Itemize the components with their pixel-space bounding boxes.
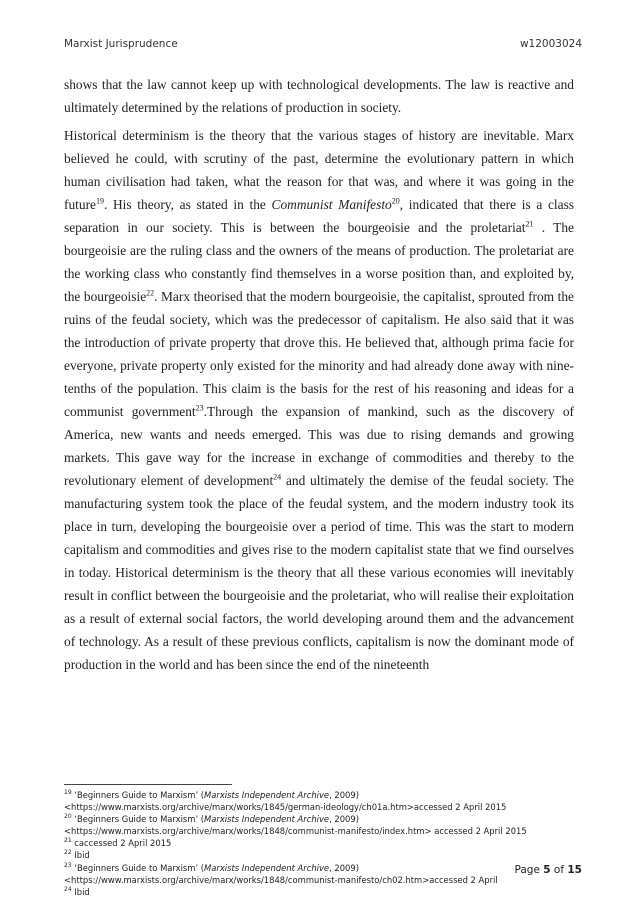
footnote-23-number: 23 (64, 861, 72, 869)
footnote-23 (64, 862, 584, 874)
header-student-id: w12003024 (519, 38, 582, 50)
footnote-20 (64, 813, 584, 825)
footnote-ref-22[interactable]: 22 (146, 288, 155, 298)
p2-text-6: .Through the expansion of mankind, such as the discovery of America, new wants and needs emerged. This was due to rising demands and growing markets. This gave way for the increase in exchange of commodities and thereby to the revolutionary element of development (64, 404, 574, 488)
communist-manifesto-title: Communist Manifesto (271, 197, 392, 212)
page-number (515, 864, 583, 876)
footnote-23-url[interactable]: <https://www.marxists.org/archive/marx/works/1848/communist-manifesto/ch02.htm>accessed 2 April (64, 874, 498, 885)
footnote-22-text: Ibid (71, 850, 90, 861)
p2-text-1: Historical determinism is the theory that the various stages of history are inevitable. Marx believed he could, with scrutiny of the past, determine the evolutionary pattern in which human civilisation had taken, what the reason for that was, and where it was going in the future (64, 128, 574, 212)
paragraph-2 (64, 124, 574, 676)
p2-text-7: and ultimately the demise of the feudal society. The manufacturing system took the place of the feudal system, and the modern industry took its place in turn, developing the bourgeoisie over a period of time. This was the start to modern capitalism and commodities and gives rise to the modern capitalist state that we find ourselves in today. Historical determinism is the theory that all these various economies will inevitably result in conflict between the bourgeoisie and the proletariat, who will realise their exploitation as a result of external social factors, the world developing around them and the advancement of technology. As a result of these previous conflicts, capitalism is now the dominant mode of production in the world and has been since the end of the nineteenth (64, 473, 575, 672)
p2-text-3: , indicated that there is a class separation in our society. This is between the bourgeoisie and the proletariat (64, 197, 574, 235)
p2-text-5: . Marx theorised that the modern bourgeoisie, the capitalist, sprouted from the ruins of the feudal society, which was the predecessor of capitalism. He also said that it was the introduction of private property that drove this. He believed that, although prima facie for everyone, private property only existed for the minority and had already done away with nine-tenths of the population. This claim is the basis for the rest of his reasoning and ideas for a communist government (64, 289, 574, 419)
footnote-23-year: , 2009) (329, 862, 359, 873)
footnote-24-number: 24 (64, 885, 72, 893)
footnote-20-url[interactable]: <https://www.marxists.org/archive/marx/works/1848/communist-manifesto/index.htm> accessed 2 April 2015 (64, 826, 527, 837)
footnote-20-source: Marxists Independent Archive (204, 814, 330, 825)
footnote-22-number: 22 (64, 849, 72, 857)
footnote-19-title: ‘Beginners Guide to Marxism’ ( (71, 790, 205, 800)
footnote-23-source: Marxists Independent Archive (204, 862, 330, 873)
footnote-21-number: 21 (64, 837, 72, 845)
footnote-separator (64, 784, 232, 785)
footnote-21 (64, 837, 584, 849)
total-pages: 15 (567, 864, 582, 876)
footnote-ref-20[interactable]: 20 (391, 196, 400, 206)
footnote-22 (64, 849, 584, 861)
footnote-19-number: 19 (64, 789, 72, 797)
footnotes (64, 789, 584, 898)
footnote-ref-21[interactable]: 21 (525, 219, 534, 229)
footnote-ref-24[interactable]: 24 (273, 472, 282, 482)
footnote-24-text: Ibid (71, 886, 90, 897)
footnote-19-year: , 2009) (329, 790, 359, 800)
footnote-19-source: Marxists Independent Archive (204, 790, 330, 800)
current-page: 5 (543, 864, 551, 876)
footnote-19 (64, 789, 584, 801)
paragraph-1-text: shows that the law cannot keep up with technological developments. The law is reactive and ultimately determined by the relations of production in society. (64, 77, 574, 115)
footnote-21-text: caccessed 2 April 2015 (71, 838, 172, 849)
footnote-ref-19[interactable]: 19 (95, 196, 104, 206)
of-label: of (550, 864, 568, 876)
p2-text-2: . His theory, as stated in the (103, 197, 272, 212)
footnote-24 (64, 886, 584, 898)
footnote-ref-23[interactable]: 23 (195, 403, 204, 413)
p2-text-4: . The bourgeoisie are the ruling class and the owners of the means of production. The proletariat are the working class who constantly find themselves in a worse position than, and exploited by, the bourgeoisie (64, 220, 575, 304)
header-title: Marxist Jurisprudence (64, 38, 178, 50)
paragraph-1 (64, 73, 574, 119)
page-label: Page (514, 864, 544, 876)
footnote-20-number: 20 (64, 813, 72, 821)
footnote-20-year: , 2009) (329, 814, 359, 825)
footnote-20-title: ‘Beginners Guide to Marxism’ ( (71, 814, 205, 825)
footnote-19-url[interactable]: <https://www.marxists.org/archive/marx/works/1845/german-ideology/ch01a.htm>accessed 2 April 2015 (64, 802, 507, 813)
footnote-23-title: ‘Beginners Guide to Marxism’ ( (71, 862, 205, 873)
